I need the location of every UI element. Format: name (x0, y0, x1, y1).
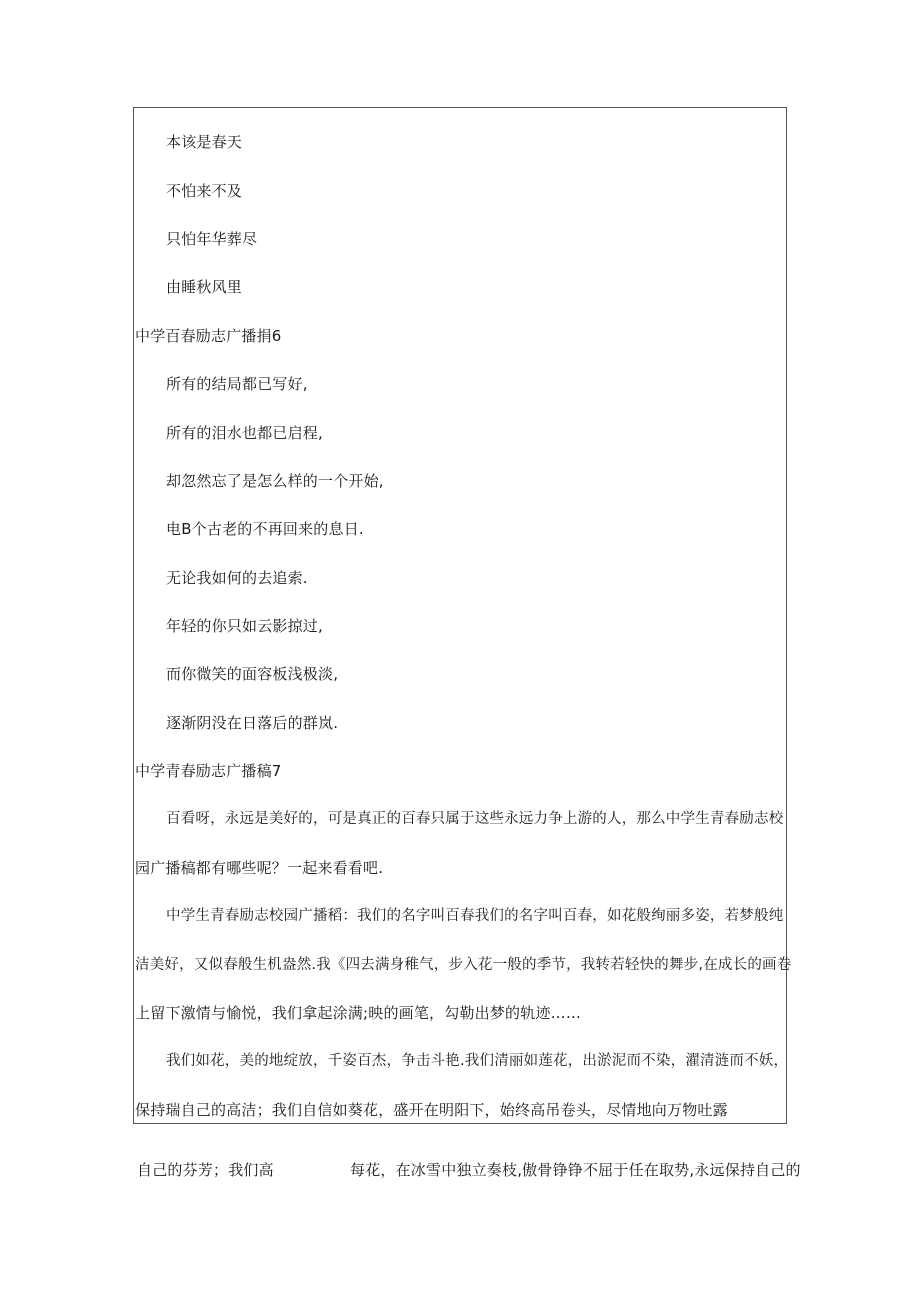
paragraph-line: 园广播稿都有哪些呢？一起来看看吧. (135, 859, 384, 877)
continuation-left: 自己的芬芳；我们高 (137, 1161, 274, 1179)
paragraph-line: 中学生青春励志校园广播稻：我们的名字叫百春我们的名字叫百春，如花般绚丽多姿，若梦般纯 (166, 908, 784, 924)
paragraph-line: 百看呀，永远是美好的，可是真正的百春只属于这些永远力争上游的人，那么中学生青春励志校 (166, 811, 784, 827)
paragraph-line: 保持瑞自己的高洁；我们自信如葵花，盛开在明阳下，始终高吊卷头，尽情地向万物吐露 (135, 1101, 728, 1119)
continuation-right: 每花，在冰雪中独立奏枝,傲骨铮铮不屈于任在取势,永远保持自己的 (350, 1161, 801, 1179)
paragraph-line: 洁美好，又似春般生机盎然.我《四去满身稚气，步入花一般的季节，我转若轻快的舞步,在成长的画卷 (135, 957, 792, 973)
poem-line: 本该是春天 (166, 133, 243, 151)
poem-line: 而你微笑的面容板浅极淡, (166, 665, 339, 683)
poem-line: 由睡秋风里 (166, 278, 243, 296)
poem-line: 不怕来不及 (166, 182, 243, 200)
poem-line: 电B个古老的不再回来的息日. (166, 520, 364, 538)
poem-line: 逐渐阴没在日落后的群岚. (166, 714, 339, 732)
section-heading: 中学青春励志广播稿7 (135, 762, 282, 780)
section-heading: 中学百春励志广播捐6 (135, 327, 282, 345)
poem-line: 无论我如何的去追索. (166, 569, 308, 587)
paragraph-line: 上留下激情与愉悦，我们拿起涂满;映的画笔，勾勒出梦的轨迹…… (135, 1004, 582, 1022)
poem-line: 却忽然忘了是怎么样的一个开始, (166, 472, 384, 490)
poem-line: 所有的结局都已写好, (166, 375, 308, 393)
poem-line: 只怕年华葬尽 (166, 230, 258, 248)
paragraph-line: 我们如花，美的地绽放，千姿百杰，争击斗艳.我们清丽如莲花，出淤泥而不染，濯清涟而不妖， (166, 1053, 789, 1069)
poem-line: 年轻的你只如云影掠过, (166, 617, 323, 635)
poem-line: 所有的泪水也都已启程, (166, 424, 323, 442)
